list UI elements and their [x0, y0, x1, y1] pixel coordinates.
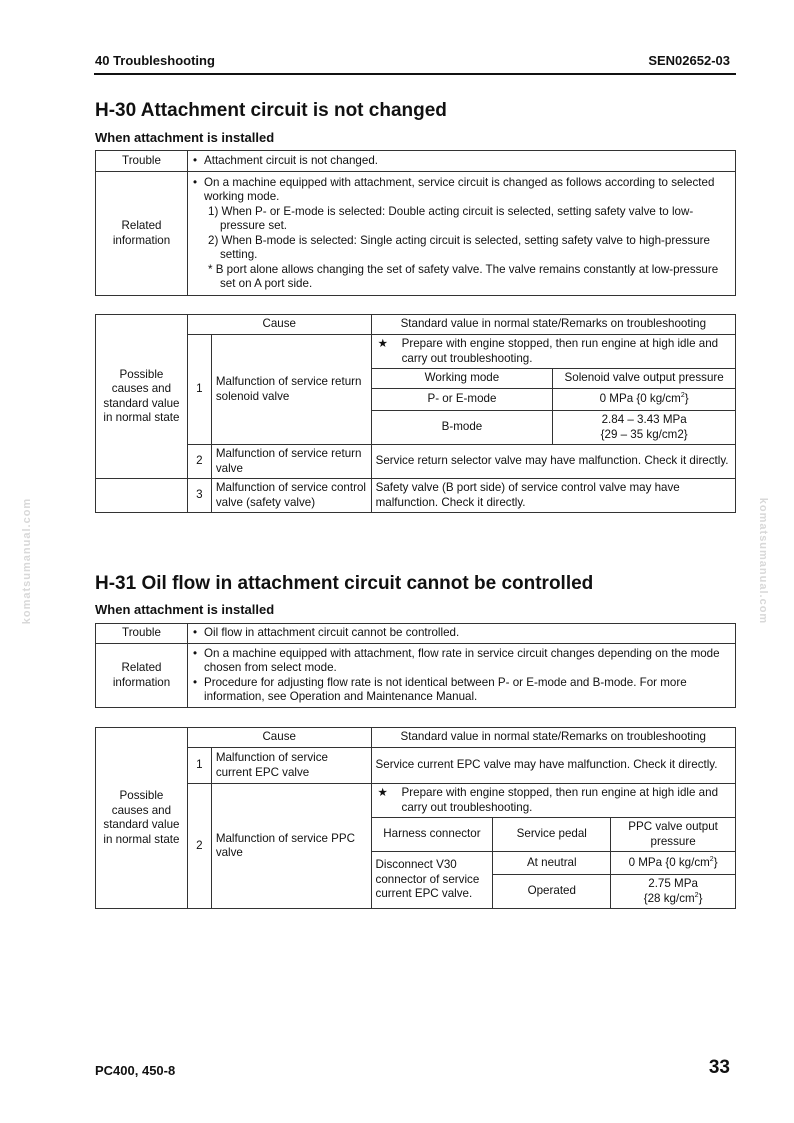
h30-col-working-mode: Working mode [371, 369, 553, 389]
h30-related-item2: 2) When B-mode is selected: Single acting circuit is selected, setting safety valve to high-pressure setting. [208, 233, 710, 261]
h31-col-pedal: Service pedal [493, 818, 611, 852]
h31-col-cause: Cause [187, 728, 371, 748]
h30-cause2-number: 2 [187, 445, 211, 479]
h30-info-table [95, 150, 736, 296]
h31-cause2-number: 2 [187, 784, 211, 909]
h30-mode-b: B-mode [371, 411, 553, 445]
h31-pedal-operated: Operated [493, 875, 611, 909]
h30-value-pe: 0 MPa {0 $kg/cm^2$} [553, 389, 736, 411]
h30-title: H-30 Attachment circuit is not changed [95, 100, 447, 121]
h30-cause1-number: 1 [187, 335, 211, 445]
header-rule [94, 73, 736, 75]
h30-cause3-remark: Safety valve (B port side) of service control valve may have malfunction. Check it directly. [371, 479, 735, 513]
header-section: 40 Troubleshooting [95, 53, 215, 68]
h30-cause2-remark: Service return selector valve may have malfunction. Check it directly. [371, 445, 735, 479]
h31-harness-instruction: Disconnect V30 connector of service current EPC valve. [371, 852, 493, 909]
h30-mode-pe: P- or E-mode [371, 389, 553, 411]
h30-related-info [188, 172, 736, 296]
h31-value-operated: 2.75 MPa {28 $kg/cm^2$} [611, 875, 736, 909]
h31-related-2: • Procedure for adjusting flow rate is not identical between P- or E-mode and B-mode. For more information, see Operation and Maintenance Manual. [192, 676, 731, 705]
h31-cause1-number: 1 [187, 748, 211, 784]
h30-related-intro: • On a machine equipped with attachment, service circuit is changed as follows according to selected working mode. [192, 176, 731, 205]
h31-title: H-31 Oil flow in attachment circuit cannot be controlled [95, 573, 594, 594]
star-icon: ★ [377, 786, 388, 799]
footer-model: PC400, 450-8 [95, 1063, 176, 1078]
h31-related-1: • On a machine equipped with attachment, flow rate in service circuit changes depending on the mode chosen from select mode. [192, 647, 731, 676]
h30-related-label: Related information [96, 172, 188, 296]
h30-related-item1: 1) When P- or E-mode is selected: Double acting circuit is selected, setting safety valve to low-pressure set. [208, 204, 694, 232]
h31-col-harness: Harness connector [371, 818, 493, 852]
h30-causes-table [95, 314, 736, 513]
h31-cause2-text: Malfunction of service PPC valve [211, 784, 371, 909]
h30-trouble-label: Trouble [96, 151, 188, 172]
h31-col-ppc-output: PPC valve output pressure [611, 818, 736, 852]
h30-related-note: * B port alone allows changing the set of safety valve. The valve remains constantly at low-pressure set on A port side. [208, 262, 719, 290]
h31-col-standard: Standard value in normal state/Remarks on troubleshooting [371, 728, 735, 748]
h30-col-cause: Cause [187, 315, 371, 335]
h30-cause1-text: Malfunction of service return solenoid valve [211, 335, 371, 445]
h31-cause2-prep: Prepare with engine stopped, then run engine at high idle and carry out troubleshooting. [401, 786, 719, 814]
h30-subtitle: When attachment is installed [95, 130, 275, 145]
h30-cause3-number: 3 [187, 479, 211, 513]
h31-trouble-text: • Oil flow in attachment circuit cannot be controlled. [192, 626, 731, 641]
h30-causes-label: Possible causes and standard value in normal state [96, 315, 188, 479]
h31-causes-table [95, 727, 736, 909]
h30-col-standard: Standard value in normal state/Remarks on troubleshooting [371, 315, 735, 335]
h31-info-table [95, 623, 736, 708]
h31-trouble-label: Trouble [96, 624, 188, 644]
h30-cause1-prep: Prepare with engine stopped, then run engine at high idle and carry out troubleshooting. [401, 337, 719, 365]
h31-cause1-remark: Service current EPC valve may have malfunction. Check it directly. [371, 748, 735, 784]
h31-causes-label: Possible causes and standard value in normal state [96, 728, 188, 909]
h31-pedal-neutral: At neutral [493, 852, 611, 875]
page-number: 33 [708, 1057, 730, 1078]
h31-related-label: Related information [96, 644, 188, 708]
h30-col-solenoid-output: Solenoid valve output pressure [553, 369, 736, 389]
watermark-left: komatsumanual.com [21, 497, 34, 625]
star-icon: ★ [377, 337, 389, 350]
h31-value-neutral: 0 MPa {0 $kg/cm^2$} [611, 852, 736, 875]
h31-cause1-text: Malfunction of service current EPC valve [211, 748, 371, 784]
h30-cause3-text: Malfunction of service control valve (safety valve) [211, 479, 371, 513]
h30-value-b: 2.84 – 3.43 MPa {29 – 35 kg/cm2} [553, 411, 736, 445]
watermark-right: komatsumanual.com [757, 497, 770, 625]
header-doc-code: SEN02652-03 [648, 53, 730, 68]
h30-trouble-text: • Attachment circuit is not changed. [192, 154, 731, 169]
h31-subtitle: When attachment is installed [95, 602, 275, 617]
h30-cause2-text: Malfunction of service return valve [211, 445, 371, 479]
